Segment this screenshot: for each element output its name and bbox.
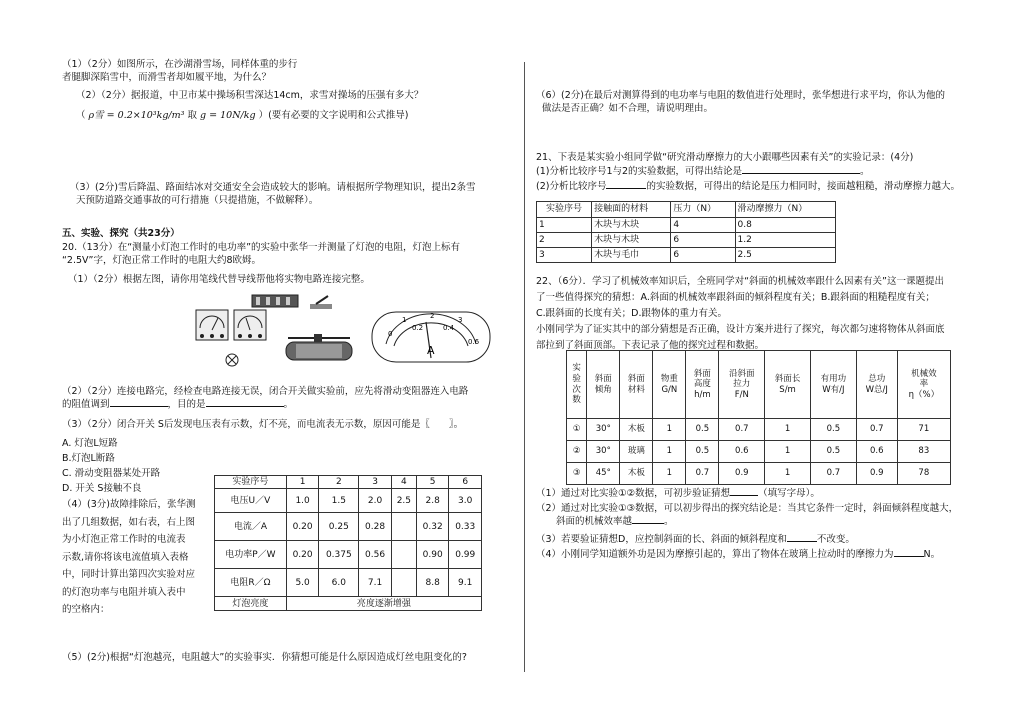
circuit-apparatus-figure xyxy=(190,292,500,370)
meter-tick-1: 1 xyxy=(402,316,407,324)
meter-tick-04: 0.4 xyxy=(443,324,455,332)
blank-cell[interactable] xyxy=(391,513,416,541)
answer-blank[interactable] xyxy=(110,406,168,407)
q19-2-given: （ ρ雪 = 0.2×10³kg/m³ 取 g = 10N/kg ）(要有必要的文字说明和公式推导) xyxy=(76,110,409,121)
answer-blank[interactable] xyxy=(742,173,860,174)
q21-intro: 21、下表是某实验小组同学做“研究滑动摩擦力的大小跟哪些因素有关”的实验记录：(4分) xyxy=(536,152,914,163)
table-row: 电压U／V 1.0 1.5 2.0 2.5 2.8 3.0 xyxy=(215,489,482,513)
lamp-icon xyxy=(226,354,238,366)
answer-blank[interactable] xyxy=(632,523,664,524)
q20-intro: 20.（13分）在“测量小灯泡工作时的电功率”的实验中张华一并测量了灯泡的电阻，灯泡上标有 “2.5V”字，灯泡正常工作时的电阻大约8欧姆。 xyxy=(62,242,461,266)
meter-symbol: A xyxy=(427,344,435,357)
table-header-row: 实验序号 接触面的材料 压力（N） 滑动摩擦力（N） xyxy=(537,202,836,218)
column-divider xyxy=(524,62,525,672)
blank-cell[interactable] xyxy=(391,569,416,597)
q21-1: (1)分析比较序号1与2的实验数据，可得出结论是 。 xyxy=(536,166,870,177)
meter-tick-06: 0.6 xyxy=(468,338,480,346)
section-5-heading: 五、实验、探究（共23分） xyxy=(62,228,180,239)
voltmeter-icon xyxy=(196,310,228,340)
battery-icon xyxy=(252,295,298,307)
q22-2: （2）通过对比实验①③数据，可以初步得出的探究结论是：当其它条件一定时，斜面倾斜程度越大， 斜面的机械效率越 。 xyxy=(536,503,959,527)
answer-blank[interactable] xyxy=(787,541,817,542)
answer-blank[interactable] xyxy=(606,188,646,189)
q20-2: （2）（2分）连接电路完，经检查电路连接无误，闭合开关做实验前，应先将滑动变阻器连入电路 的阻值调到 ，目的是 。 xyxy=(62,386,469,410)
table-row: 1 木块与木块 4 0.8 xyxy=(537,218,836,233)
meter-tick-02: 0.2 xyxy=(412,324,424,332)
rheostat-icon xyxy=(286,334,352,360)
table-row: 2 木块与木块 6 1.2 xyxy=(537,233,836,248)
q20-5: （5）(2分)根据“灯泡越亮，电阻越大”的实验事实．你猜想可能是什么原因造成灯丝电阻变化的? xyxy=(62,652,467,663)
q20-data-table xyxy=(214,475,482,611)
q21-2: (2)分析比较序号 的实验数据，可得出的结论是压力相同时，接面越粗糙，滑动摩擦力越大。 xyxy=(536,181,960,192)
gravity-formula: g = 10N/kg xyxy=(200,110,256,121)
q22-data-table xyxy=(566,350,951,485)
q22-intro: 22、（6分）．学习了机械效率知识后，全班同学对“斜面的机械效率跟什么因素有关”这一课题提出 了一些值得探究的猜想：A.斜面的机械效率跟斜面的倾斜程度有关；B.跟斜面的粗糙程度有关； C.跟斜面的长度有关；D.跟物体的重力有关。 小刚同学为了证实其中的部分猜想是否正确，设计方案并进行了探究，每次都匀速将物体从斜面底 部拉到了斜面顶部。下表记录了他的探究过程和数据。 xyxy=(536,276,945,351)
ammeter-icon xyxy=(234,310,266,340)
table-row: 电功率P／W 0.20 0.375 0.56 0.90 0.99 xyxy=(215,541,482,569)
q21-data-table xyxy=(536,201,836,263)
answer-blank[interactable] xyxy=(730,495,758,496)
q20-3: （3）（2分）闭合开关 S后发现电压表有示数，灯不亮，而电流表无示数，原因可能是〖 〗。 xyxy=(62,419,464,430)
q19-2: （2）（2分）据报道，中卫市某中操场积雪深达14cm，求雪对操场的压强有多大？ xyxy=(76,90,424,101)
q19-1: （1）（2分）如图所示，在沙湖滑雪场，同样体重的步行 者腿脚深陷雪中，而滑雪者却如履平地，为什么？ xyxy=(62,59,298,83)
q22-1: （1）通过对比实验①②数据，可初步验证猜想 （填写字母）。 xyxy=(536,488,820,499)
q20-3-options: A. 灯泡L短路 B.灯泡L断路 C. 滑动变阻器某处开路 D. 开关 S接触不良 xyxy=(62,438,161,494)
answer-blank[interactable] xyxy=(894,556,924,557)
q20-4: （4）(3分)故障排除后，张华测 出了几组数据，如右表，右上图 为小灯泡正常工作时的电流表 示数,请你将该电流值填入表格 中，同时计算出第四次实验对应 的灯泡功率与电阻并填入表中 的空格内： xyxy=(62,499,196,615)
q20-1: （1）（2分）根据左图，请你用笔线代替导线帮他将实物电路连接完整。 xyxy=(68,274,370,285)
switch-icon xyxy=(310,296,332,309)
q19-3: （3）(2分)雪后降温、路面结冰对交通安全会造成较大的影响。请根据所学物理知识，提出2条雪 天预防道路交通事故的可行措施（只提措施，不做解释）。 xyxy=(70,182,476,206)
q22-4: （4）小刚同学知道额外功是因为摩擦引起的，算出了物体在玻璃上拉动时的摩擦力为 N。 xyxy=(536,549,941,560)
table-header-row: 实验序号 1 2 3 4 5 6 xyxy=(215,476,482,489)
q20-6: （6）(2分)在最后对测算得到的电功率与电阻的数值进行处理时，张华想进行求平均，你认为他的 做法是否正确？如不合理，请说明理由。 xyxy=(536,90,946,114)
table-row: 灯泡亮度 亮度逐渐增强 xyxy=(215,597,482,611)
meter-tick-3: 3 xyxy=(458,316,463,324)
meter-tick-0: 0 xyxy=(388,330,393,338)
table-row: 电阻R／Ω 5.0 6.0 7.1 8.8 9.1 xyxy=(215,569,482,597)
ammeter-dial xyxy=(372,312,490,362)
table-row: ① 30° 木板 1 0.5 0.7 1 0.5 0.7 71 xyxy=(567,419,951,441)
table-row: 电流／A 0.20 0.25 0.28 0.32 0.33 xyxy=(215,513,482,541)
table-row: ③ 45° 木板 1 0.7 0.9 1 0.7 0.9 78 xyxy=(567,463,951,485)
density-formula: ρ雪 = 0.2×10³kg/m³ xyxy=(88,110,185,121)
meter-tick-2: 2 xyxy=(430,312,435,320)
table-row: ② 30° 玻璃 1 0.5 0.6 1 0.5 0.6 83 xyxy=(567,441,951,463)
answer-blank[interactable] xyxy=(206,406,284,407)
blank-cell[interactable] xyxy=(391,541,416,569)
q22-3: （3）若要验证猜想D，应控制斜面的长、斜面的倾斜程度和 不改变。 xyxy=(536,534,855,545)
table-header-row: 实 验 次 数 斜面 倾角 斜面 材料 物重 G/N 斜面 高度 h/m 沿斜面 拉力 F/N 斜面长 S/m 有用功 W有/J 总功 W总/J 机械效 率 η（%） xyxy=(567,351,951,419)
table-row: 3 木块与毛巾 6 2.5 xyxy=(537,248,836,263)
